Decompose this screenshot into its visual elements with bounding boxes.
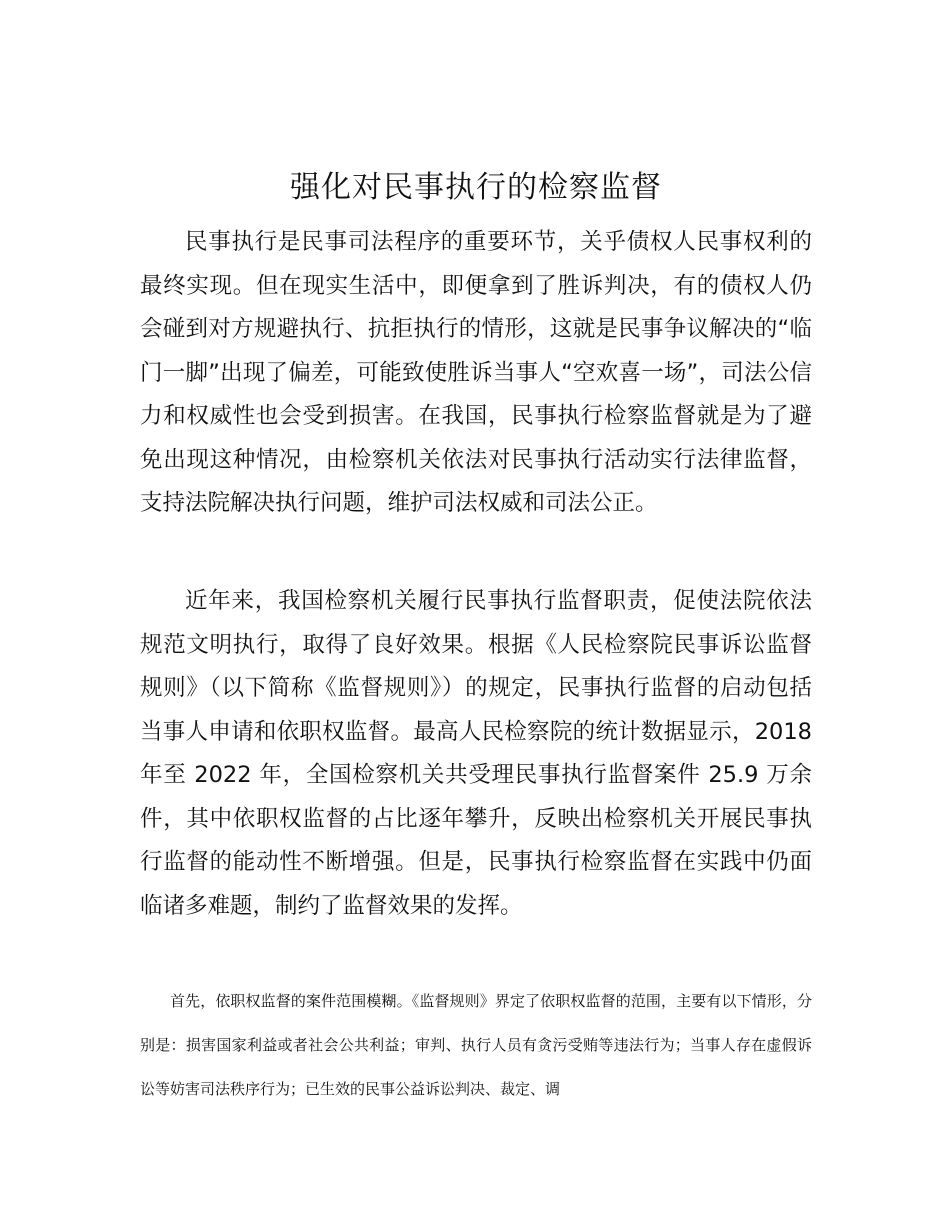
- paragraph-3: 首先，依职权监督的案件范围模糊。《监督规则》界定了依职权监督的范围，主要有以下情形，分别是：损害国家利益或者社会公共利益；审判、执行人员有贪污受贿等违法行为；当事人存在虚假诉讼等妨害司法秩序行为；已生效的民事公益诉讼判决、裁定、调: [140, 992, 812, 1098]
- paragraph-3-container: [140, 979, 812, 1111]
- paragraph-1: 民事执行是民事司法程序的重要环节，关乎债权人民事权利的最终实现。但在现实生活中，即便拿到了胜诉判决，有的债权人仍会碰到对方规避执行、抗拒执行的情形，这就是民事争议解决的“临门一脚”出现了偏差，可能致使胜诉当事人“空欢喜一场”，司法公信力和权威性也会受到损害。在我国，民事执行检察监督就是为了避免出现这种情况，由检察机关依法对民事执行活动实行法律监督，支持法院解决执行问题，维护司法权威和司法公正。: [140, 229, 812, 516]
- paragraph-2-container: [140, 580, 812, 928]
- paragraph-2: 近年来，我国检察机关履行民事执行监督职责，促使法院依法规范文明执行，取得了良好效果。根据《人民检察院民事诉讼监督规则》（以下简称《监督规则》）的规定，民事执行监督的启动包括当事人申请和依职权监督。最高人民检察院的统计数据显示，2018 年至 2022 年，全国检察机关共受理民事执行监督案件 25.9 万余件，其中依职权监督的占比逐年攀升，反映出检察机关开展民事执行监督的能动性不断增强。但是，民事执行检察监督在实践中仍面临诸多难题，制约了监督效果的发挥。: [140, 588, 812, 919]
- document-title: 强化对民事执行的检察监督: [290, 170, 662, 205]
- paragraph-1-container: [140, 221, 812, 526]
